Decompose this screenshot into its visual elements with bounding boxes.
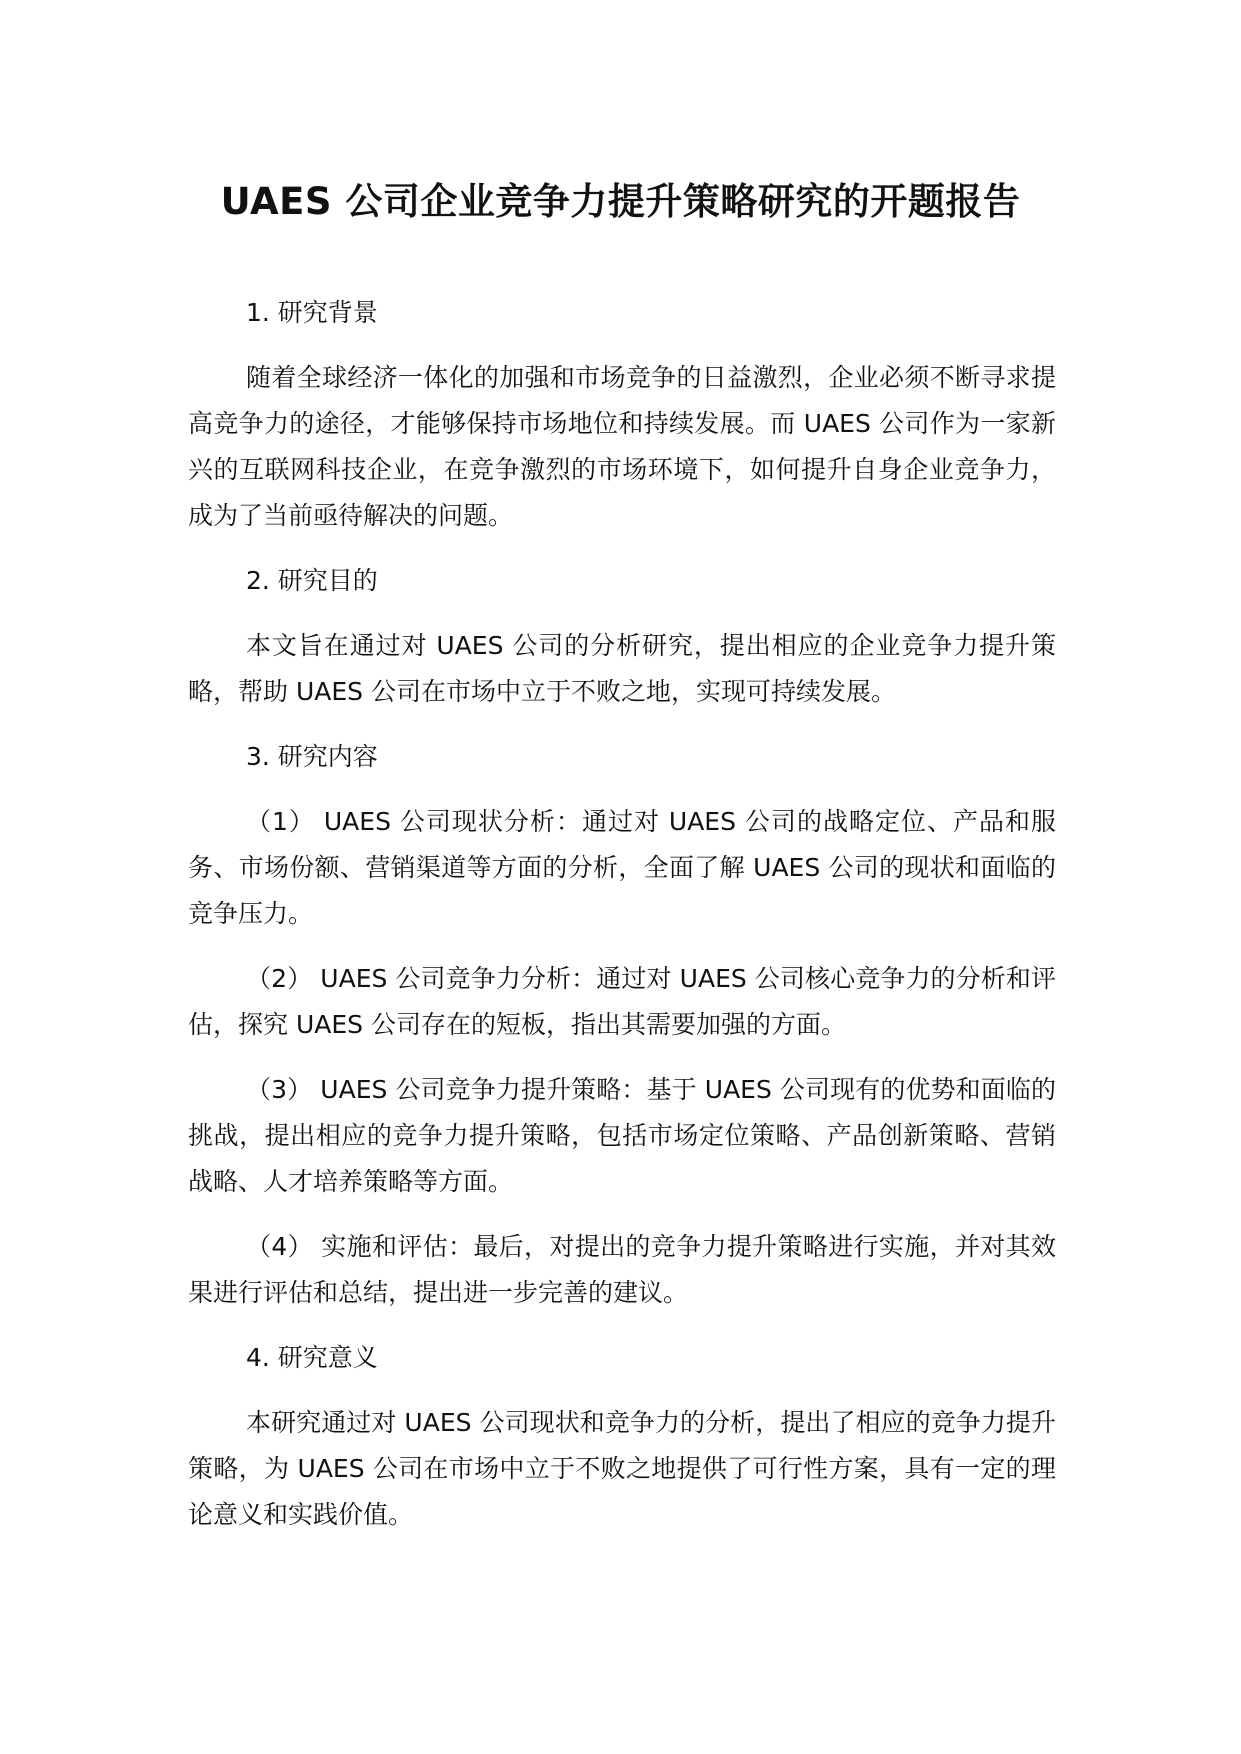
content-item-2: （2） UAES 公司竞争力分析：通过对 UAES 公司核心竞争力的分析和评估，探究 UAES 公司存在的短板，指出其需要加强的方面。 bbox=[188, 964, 1056, 1039]
significance-paragraph: 本研究通过对 UAES 公司现状和竞争力的分析，提出了相应的竞争力提升策略，为 UAES 公司在市场中立于不败之地提供了可行性方案，具有一定的理论意义和实践价值。 bbox=[188, 1408, 1056, 1529]
section-heading-background: 1. 研究背景 bbox=[246, 298, 378, 327]
background-paragraph: 随着全球经济一体化的加强和市场竞争的日益激烈，企业必须不断寻求提高竞争力的途径，才能够保持市场地位和持续发展。而 UAES 公司作为一家新兴的互联网科技企业，在竞争激烈的市场环境下，如何提升自身企业竞争力，成为了当前亟待解决的问题。 bbox=[188, 363, 1056, 530]
document-body bbox=[188, 290, 1056, 1557]
document-title: UAES 公司企业竞争力提升策略研究的开题报告 bbox=[220, 180, 1021, 223]
section-heading-content: 3. 研究内容 bbox=[246, 742, 378, 771]
purpose-paragraph: 本文旨在通过对 UAES 公司的分析研究，提出相应的企业竞争力提升策略，帮助 UAES 公司在市场中立于不败之地，实现可持续发展。 bbox=[188, 631, 1056, 706]
section-heading-purpose: 2. 研究目的 bbox=[246, 566, 378, 595]
section-heading-significance: 4. 研究意义 bbox=[246, 1343, 378, 1372]
content-item-1: （1） UAES 公司现状分析：通过对 UAES 公司的战略定位、产品和服务、市场份额、营销渠道等方面的分析，全面了解 UAES 公司的现状和面临的竞争压力。 bbox=[188, 807, 1056, 928]
content-item-4: （4） 实施和评估：最后，对提出的竞争力提升策略进行实施，并对其效果进行评估和总结，提出进一步完善的建议。 bbox=[188, 1232, 1056, 1307]
content-item-3: （3） UAES 公司竞争力提升策略：基于 UAES 公司现有的优势和面临的挑战，提出相应的竞争力提升策略，包括市场定位策略、产品创新策略、营销战略、人才培养策略等方面。 bbox=[188, 1075, 1056, 1196]
